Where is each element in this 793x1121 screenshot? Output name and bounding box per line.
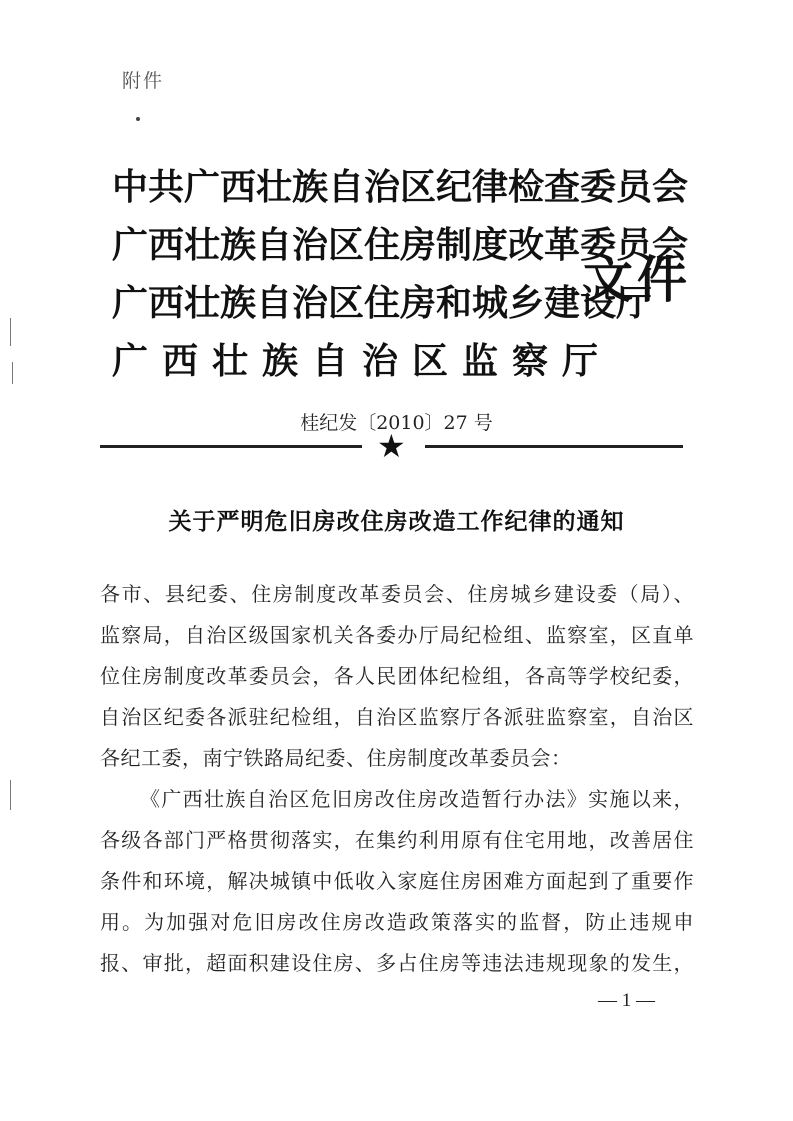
body-line: 各纪工委，南宁铁路局纪委、住房制度改革委员会： (100, 746, 572, 770)
scan-speck (136, 117, 140, 121)
body-line: 自治区纪委各派驻纪检组，自治区监察厅各派驻监察室，自治区 (100, 705, 694, 729)
body-line: 位住房制度改革委员会，各人民团体纪检组，各高等学校纪委， (100, 664, 694, 688)
issuer-line: 广西壮族自治区监察厅 (112, 340, 613, 382)
body-line: 各市、县纪委、住房制度改革委员会、住房城乡建设委（局）、 (100, 582, 694, 606)
body-line: 各级各部门严格贯彻落实，在集约利用原有住宅用地，改善居住 (100, 828, 694, 852)
scan-margin-mark (12, 362, 13, 384)
scan-margin-mark (10, 780, 11, 810)
scan-margin-mark (10, 318, 11, 346)
header-rule-left (100, 445, 362, 448)
page-number: — 1 — (598, 990, 655, 1011)
issuer-line: 广西壮族自治区住房制度改革委员会 (112, 224, 689, 266)
issuer-line: 广西壮族自治区住房和城乡建设厅 (112, 282, 653, 324)
notice-body (100, 574, 694, 984)
notice-title: 关于严明危旧房改住房改造工作纪律的通知 (168, 508, 625, 535)
star-icon: ★ (377, 427, 406, 465)
document-suffix: 文件 (583, 250, 691, 309)
issuer-line: 中共广西壮族自治区纪律检查委员会 (112, 166, 689, 208)
body-line: 监察局，自治区级国家机关各委办厅局纪检组、监察室，区直单 (100, 623, 694, 647)
attachment-label: 附件 (122, 70, 165, 92)
body-line: 用。为加强对危旧房改住房改造政策落实的监督，防止违规申 (100, 910, 694, 934)
body-line: 条件和环境，解决城镇中低收入家庭住房困难方面起到了重要作 (100, 869, 694, 893)
body-line: 报、审批，超面积建设住房、多占住房等违法违规现象的发生， (100, 951, 694, 975)
body-line: 《广西壮族自治区危旧房改住房改造暂行办法》实施以来， (140, 787, 694, 811)
header-rule-right (425, 445, 683, 448)
document-number: 桂纪发〔2010〕27 号 (300, 412, 493, 434)
